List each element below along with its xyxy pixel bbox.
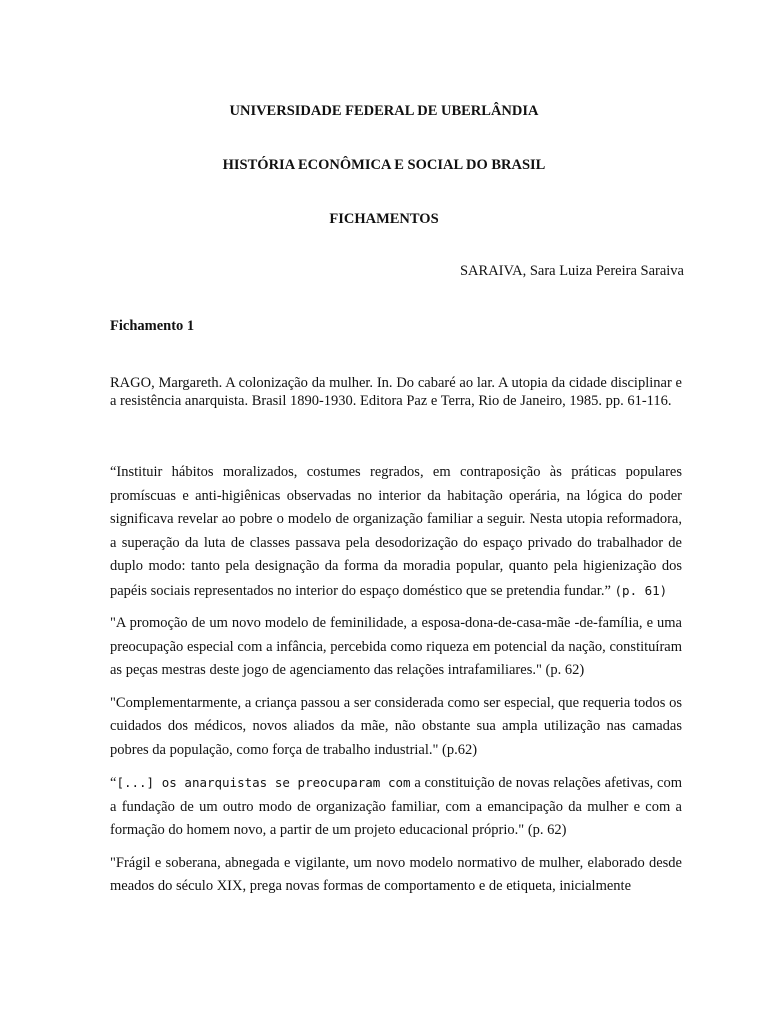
quote-1	[110, 461, 682, 603]
quote-1-citation: (p. 61)	[614, 582, 668, 598]
quotes-list	[110, 461, 682, 908]
quote-4	[110, 771, 682, 843]
quote-4-open-mark: “	[110, 775, 117, 791]
document-type-title: FICHAMENTOS	[329, 211, 439, 227]
quote-3: "Complementarmente, a criança passou a ser considerada como ser especial, que requeria todos os cuidados dos médicos, novos aliados da mãe, não obstante sua ampla utilização nas camadas pobres da população, como força de trabalho industrial." (p.62)	[110, 694, 682, 758]
course-title: HISTÓRIA ECONÔMICA E SOCIAL DO BRASIL	[222, 157, 546, 173]
quote-4-mono-text: [...] os anarquistas se preocuparam com	[116, 775, 411, 790]
quote-1-text: “Instituir hábitos moralizados, costumes regrados, em contraposição às práticas populares promíscuas e anti-higiênicas observadas no interior da habitação operária, na lógica do poder significava revelar ao pobre o modelo de organização familiar a seguir. Nesta utopia reformadora, a superação da luta de classes passava pela desodorização do espaço privado do trabalhador de duplo modo: tanto pela designação da forma da moradia popular, quanto pela higienização dos papéis sociais representados no interior do espaço doméstico que se pretendia fundar.”	[110, 464, 682, 599]
section-heading: Fichamento 1	[110, 318, 195, 334]
quote-2: "A promoção de um novo modelo de feminilidade, a esposa-dona-de-casa-mãe -de-família, e uma preocupação especial com a infância, percebida como riqueza em potencial da nação, constituíram as peças mestras deste jogo de agenciamento das relações intrafamiliares." (p. 62)	[110, 615, 682, 678]
author-name: SARAIVA, Sara Luiza Pereira Saraiva	[459, 263, 684, 279]
quote-5: "Frágil e soberana, abnegada e vigilante, um novo modelo normativo de mulher, elaborado desde meados do século XIX, prega novas formas de comportamento e de etiqueta, inicialmente	[110, 854, 682, 894]
university-title: UNIVERSIDADE FEDERAL DE UBERLÂNDIA	[229, 103, 539, 119]
quote-4-text: a constituição de novas relações afetivas, com a fundação de um outro modo de organização familiar, com a emancipação da mulher e com a formação do homem novo, a partir de um projeto educacional próprio." (p. 62)	[110, 775, 682, 838]
bibliographic-reference: RAGO, Margareth. A colonização da mulher. In. Do cabaré ao lar. A utopia da cidade disciplinar e a resistência anarquista. Brasil 1890-1930. Editora Paz e Terra, Rio de Janeiro, 1985. pp. 61-116.	[110, 375, 682, 409]
